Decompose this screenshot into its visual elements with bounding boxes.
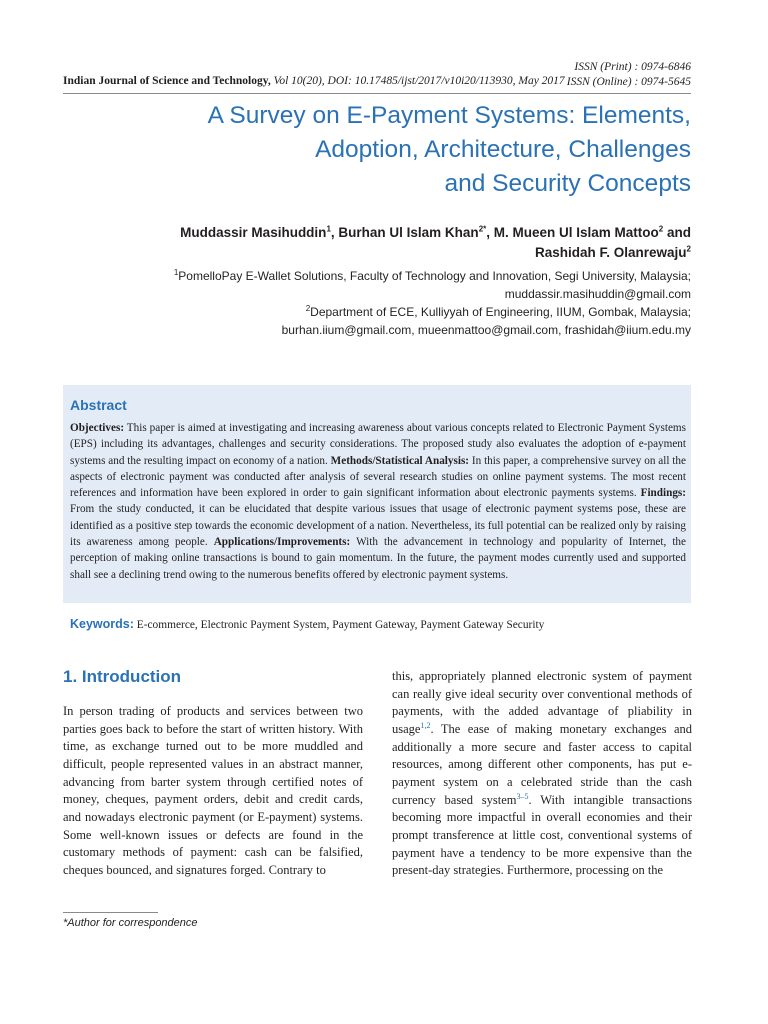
methods-label: Methods/Statistical Analysis: <box>330 454 470 467</box>
objectives-text: This paper is aimed at investigating and increasing awareness about various concepts related to Electronic Payment Systems (EPS) including its advantages, challenges and security considerations. The proposed study also evaluates the adoption of e-payment systems and the resulting impact on economy of a nation. <box>70 422 686 467</box>
affiliation-2-text: Department of ECE, Kulliyyah of Engineering, IIUM, Gombak, Malaysia; <box>310 305 691 319</box>
intro-text-part-1: this, appropriately planned electronic system of payment can really give ideal security over conventional methods of payments, with the added advantage of pliability in usage <box>392 669 692 736</box>
findings-text: From the study conducted, it can be elucidated that despite various issues that usage of electronic payment systems pose, these are identified as a positive step towards the economic development of a nation. Nevertheless, its full potential can be realized only by raising its awareness among people. <box>70 503 686 549</box>
keywords <box>70 617 690 631</box>
applications-text: With the advancement in technology and popularity of Internet, the perception of making online transactions is bound to gain momentum. In the future, the payment modes currently used and supported shall see a declining trend owing to the numerous benefits offered by electronic payment systems. <box>70 536 686 581</box>
abstract-heading: Abstract <box>70 397 127 413</box>
keywords-text: E-commerce, Electronic Payment System, Payment Gateway, Payment Gateway Security <box>133 619 545 631</box>
affiliation-2-emails[interactable]: burhan.iium@gmail.com, mueenmattoo@gmail.com, frashidah@iium.edu.my <box>281 323 691 337</box>
author-list <box>120 223 691 263</box>
header-divider <box>63 93 691 94</box>
affiliations <box>120 267 691 339</box>
affiliation-1-email[interactable]: muddassir.masihuddin@gmail.com <box>504 287 691 301</box>
footnote-divider <box>63 912 158 913</box>
author-1-affil: 1 <box>326 224 331 234</box>
title-line-2: Adoption, Architecture, Challenges <box>315 136 691 163</box>
correspondence-footnote: *Author for correspondence <box>63 917 198 929</box>
affiliation-2-number: 2 <box>305 304 311 313</box>
author-3-affil: 2 <box>658 224 664 234</box>
keywords-label: Keywords: <box>70 617 134 631</box>
affiliation-1-number: 1 <box>173 268 179 277</box>
affiliation-1-text: PomelloPay E-Wallet Solutions, Faculty of Technology and Innovation, Segi University, Malaysia; <box>178 269 691 283</box>
issn-online: ISSN (Online) : 0974-5645 <box>566 76 691 88</box>
methods-text: In this paper, a comprehensive survey on all the aspects of electronic payment was conducted after analysis of several research studies on online payment systems. The most recent references and information have been explored in order to gain significant information about electronic payments systems. <box>70 454 686 500</box>
author-separator: and <box>663 225 691 240</box>
paper-title <box>100 99 691 201</box>
affiliation-1 <box>120 267 691 285</box>
abstract-body <box>70 420 686 583</box>
title-line-1: A Survey on E-Payment Systems: Elements, <box>207 102 691 129</box>
author-1: Muddassir Masihuddin <box>180 225 327 240</box>
intro-text-part-2: . The ease of making monetary exchanges and additionally a more secure and faster access to capital resources, among different other components, has put e-payment system on a celebrated stride than the cash currency based system <box>392 721 692 807</box>
author-4: Rashidah F. Olanrewaju <box>535 245 687 260</box>
journal-details: Vol 10(20), DOI: 10.17485/ijst/2017/v10i20/113930, May 2017 <box>270 75 565 87</box>
issn-print: ISSN (Print) : 0974-6846 <box>574 61 691 73</box>
objectives-label: Objectives: <box>70 422 125 434</box>
citation-link[interactable]: 1,2 <box>420 720 431 730</box>
introduction-right-column <box>392 668 692 880</box>
author-separator: , <box>330 225 339 240</box>
applications-label: Applications/Improvements: <box>213 536 351 549</box>
section-heading-introduction: 1. Introduction <box>63 667 182 686</box>
citation-link[interactable]: 3–5 <box>516 791 529 801</box>
introduction-left-column: In person trading of products and services between two parties goes back to before the start of written history. With time, as exchange turned out to be more muddled and difficult, people represented values in an abstract manner, advancing from barter system through certified notes of money, cheques, payment orders, debit and credit cards, and nowadays electronic payment (or E-payment) systems. Some well-known issues or defects are found in the customary methods of payment: cash can be falsified, cheques bounced, and signatures forged. Contrary to <box>63 704 363 877</box>
journal-name: Indian Journal of Science and Technology, <box>63 75 271 87</box>
author-2-affil: 2* <box>478 224 487 234</box>
author-separator: , <box>486 225 494 240</box>
author-4-affil: 2 <box>686 244 691 254</box>
author-2: Burhan Ul Islam Khan <box>338 225 479 240</box>
affiliation-2 <box>120 303 691 321</box>
intro-text-part-3: . With intangible transactions becoming more impactful in overall economies and their prompt transference at little cost, conventional systems of payment have a tendency to be more expensive than the present-day strategies. Furthermore, processing on the <box>392 792 693 878</box>
title-line-3: and Security Concepts <box>444 170 691 197</box>
journal-citation <box>63 75 565 87</box>
author-3: M. Mueen Ul Islam Mattoo <box>493 225 659 240</box>
issn-block <box>567 60 691 90</box>
findings-label: Findings: <box>640 487 686 500</box>
